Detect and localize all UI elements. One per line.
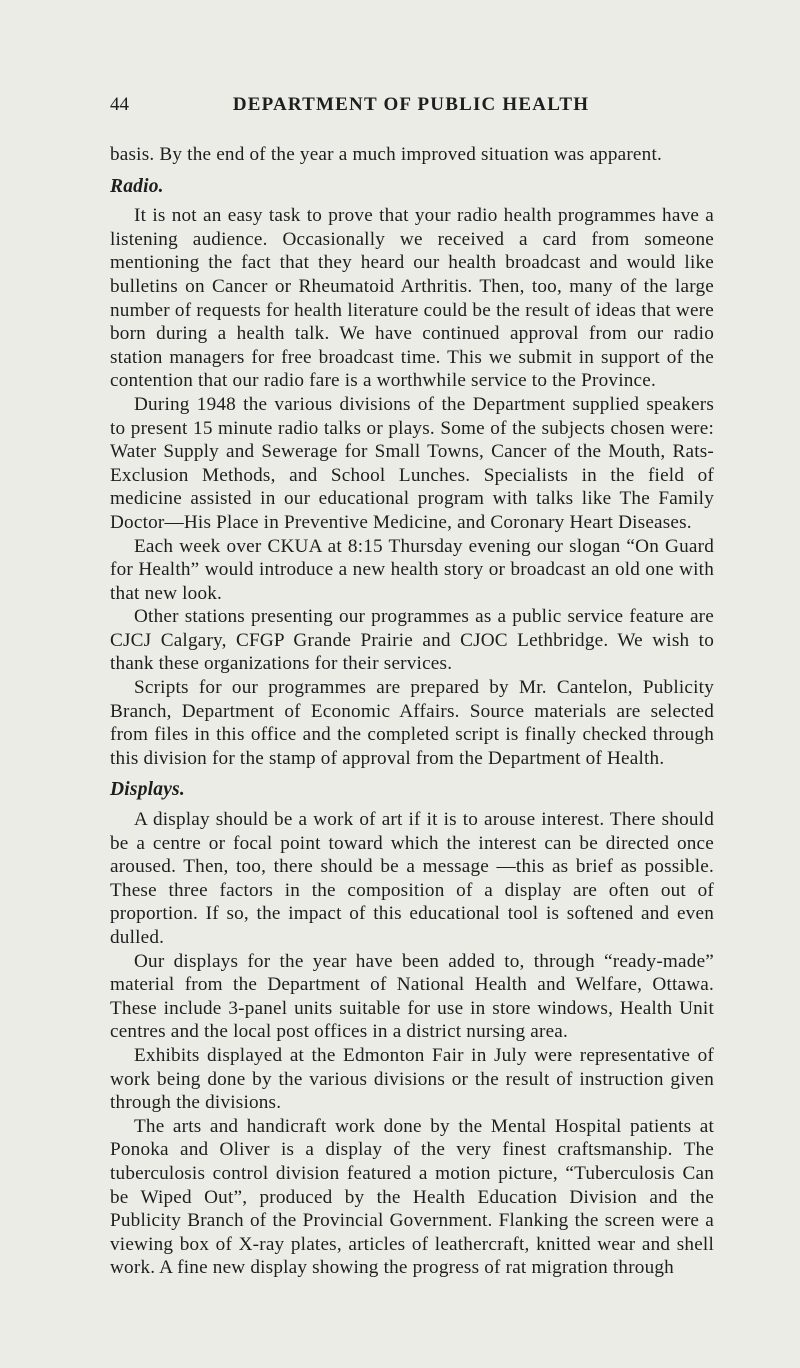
paragraph: Our displays for the year have been added to, through “ready-made” material from the Department of National Health and Welfare, Ottawa. These include 3-panel units suitable for use in store windows, Health Unit centres and the local post offices in a district nursing area. bbox=[110, 950, 714, 1043]
paragraph: A display should be a work of art if it is to arouse interest. There should be a centre or focal point toward which the interest can be directed once aroused. Then, too, there should be a message —this as brief as possible. These three factors in the composition of a display are often out of proportion. If so, the impact of this educational tool is softened and even dulled. bbox=[110, 809, 714, 948]
paragraph: Each week over CKUA at 8:15 Thursday evening our slogan “On Guard for Health” would introduce a new health story or broadcast an old one with that new look. bbox=[110, 535, 714, 604]
body-text bbox=[110, 143, 714, 1280]
page-number: 44 bbox=[110, 94, 129, 115]
paragraph: The arts and handicraft work done by the Mental Hospital patients at Ponoka and Oliver is a display of the very finest craftsmanship. The tuberculosis control division featured a motion picture, “Tuberculosis Can be Wiped Out”, produced by the Health Education Division and the Publicity Branch of the Provincial Government. Flanking the screen were a viewing box of X-ray plates, articles of leathercraft, knitted wear and shell work. A fine new display showing the progress of rat migration through bbox=[110, 1115, 714, 1279]
section-heading-radio: Radio. bbox=[110, 175, 164, 197]
section-heading-displays: Displays. bbox=[110, 779, 185, 801]
paragraph: It is not an easy task to prove that your radio health programmes have a listening audience. Occasionally we received a card from someone mentioning the fact that they heard our health broadcast and would like bulletins on Cancer or Rheumatoid Arthritis. Then, too, many of the large number of requests for health literature could be the result of ideas that were born during a health talk. We have continued approval from our radio station managers for free broadcast time. This we submit in support of the contention that our radio fare is a worthwhile service to the Province. bbox=[110, 205, 714, 392]
paragraph: Scripts for our programmes are prepared by Mr. Cantelon, Publicity Branch, Department of Economic Affairs. Source materials are selected from files in this office and the completed script is finally checked through this division for the stamp of approval from the Department of Health. bbox=[110, 677, 714, 769]
paragraph: During 1948 the various divisions of the Department supplied speakers to present 15 minute radio talks or plays. Some of the subjects chosen were: Water Supply and Sewerage for Small Towns, Cancer of the Mouth, Rats-Exclusion Methods, and School Lunches. Specialists in the field of medicine assisted in our educational program with talks like The Family Doctor—His Place in Preventive Medicine, and Coronary Heart Diseases. bbox=[110, 393, 714, 533]
paragraph: Other stations presenting our programmes as a public service feature are CJCJ Calgary, CFGP Grande Prairie and CJOC Lethbridge. We wish to thank these organizations for their services. bbox=[110, 606, 714, 675]
paragraph-continuation: basis. By the end of the year a much improved situation was apparent. bbox=[110, 144, 662, 165]
page-header bbox=[110, 94, 712, 124]
running-title: DEPARTMENT OF PUBLIC HEALTH bbox=[232, 94, 590, 115]
paragraph: Exhibits displayed at the Edmonton Fair in July were representative of work being done by the various divisions or the result of instruction given through the divisions. bbox=[110, 1044, 714, 1114]
